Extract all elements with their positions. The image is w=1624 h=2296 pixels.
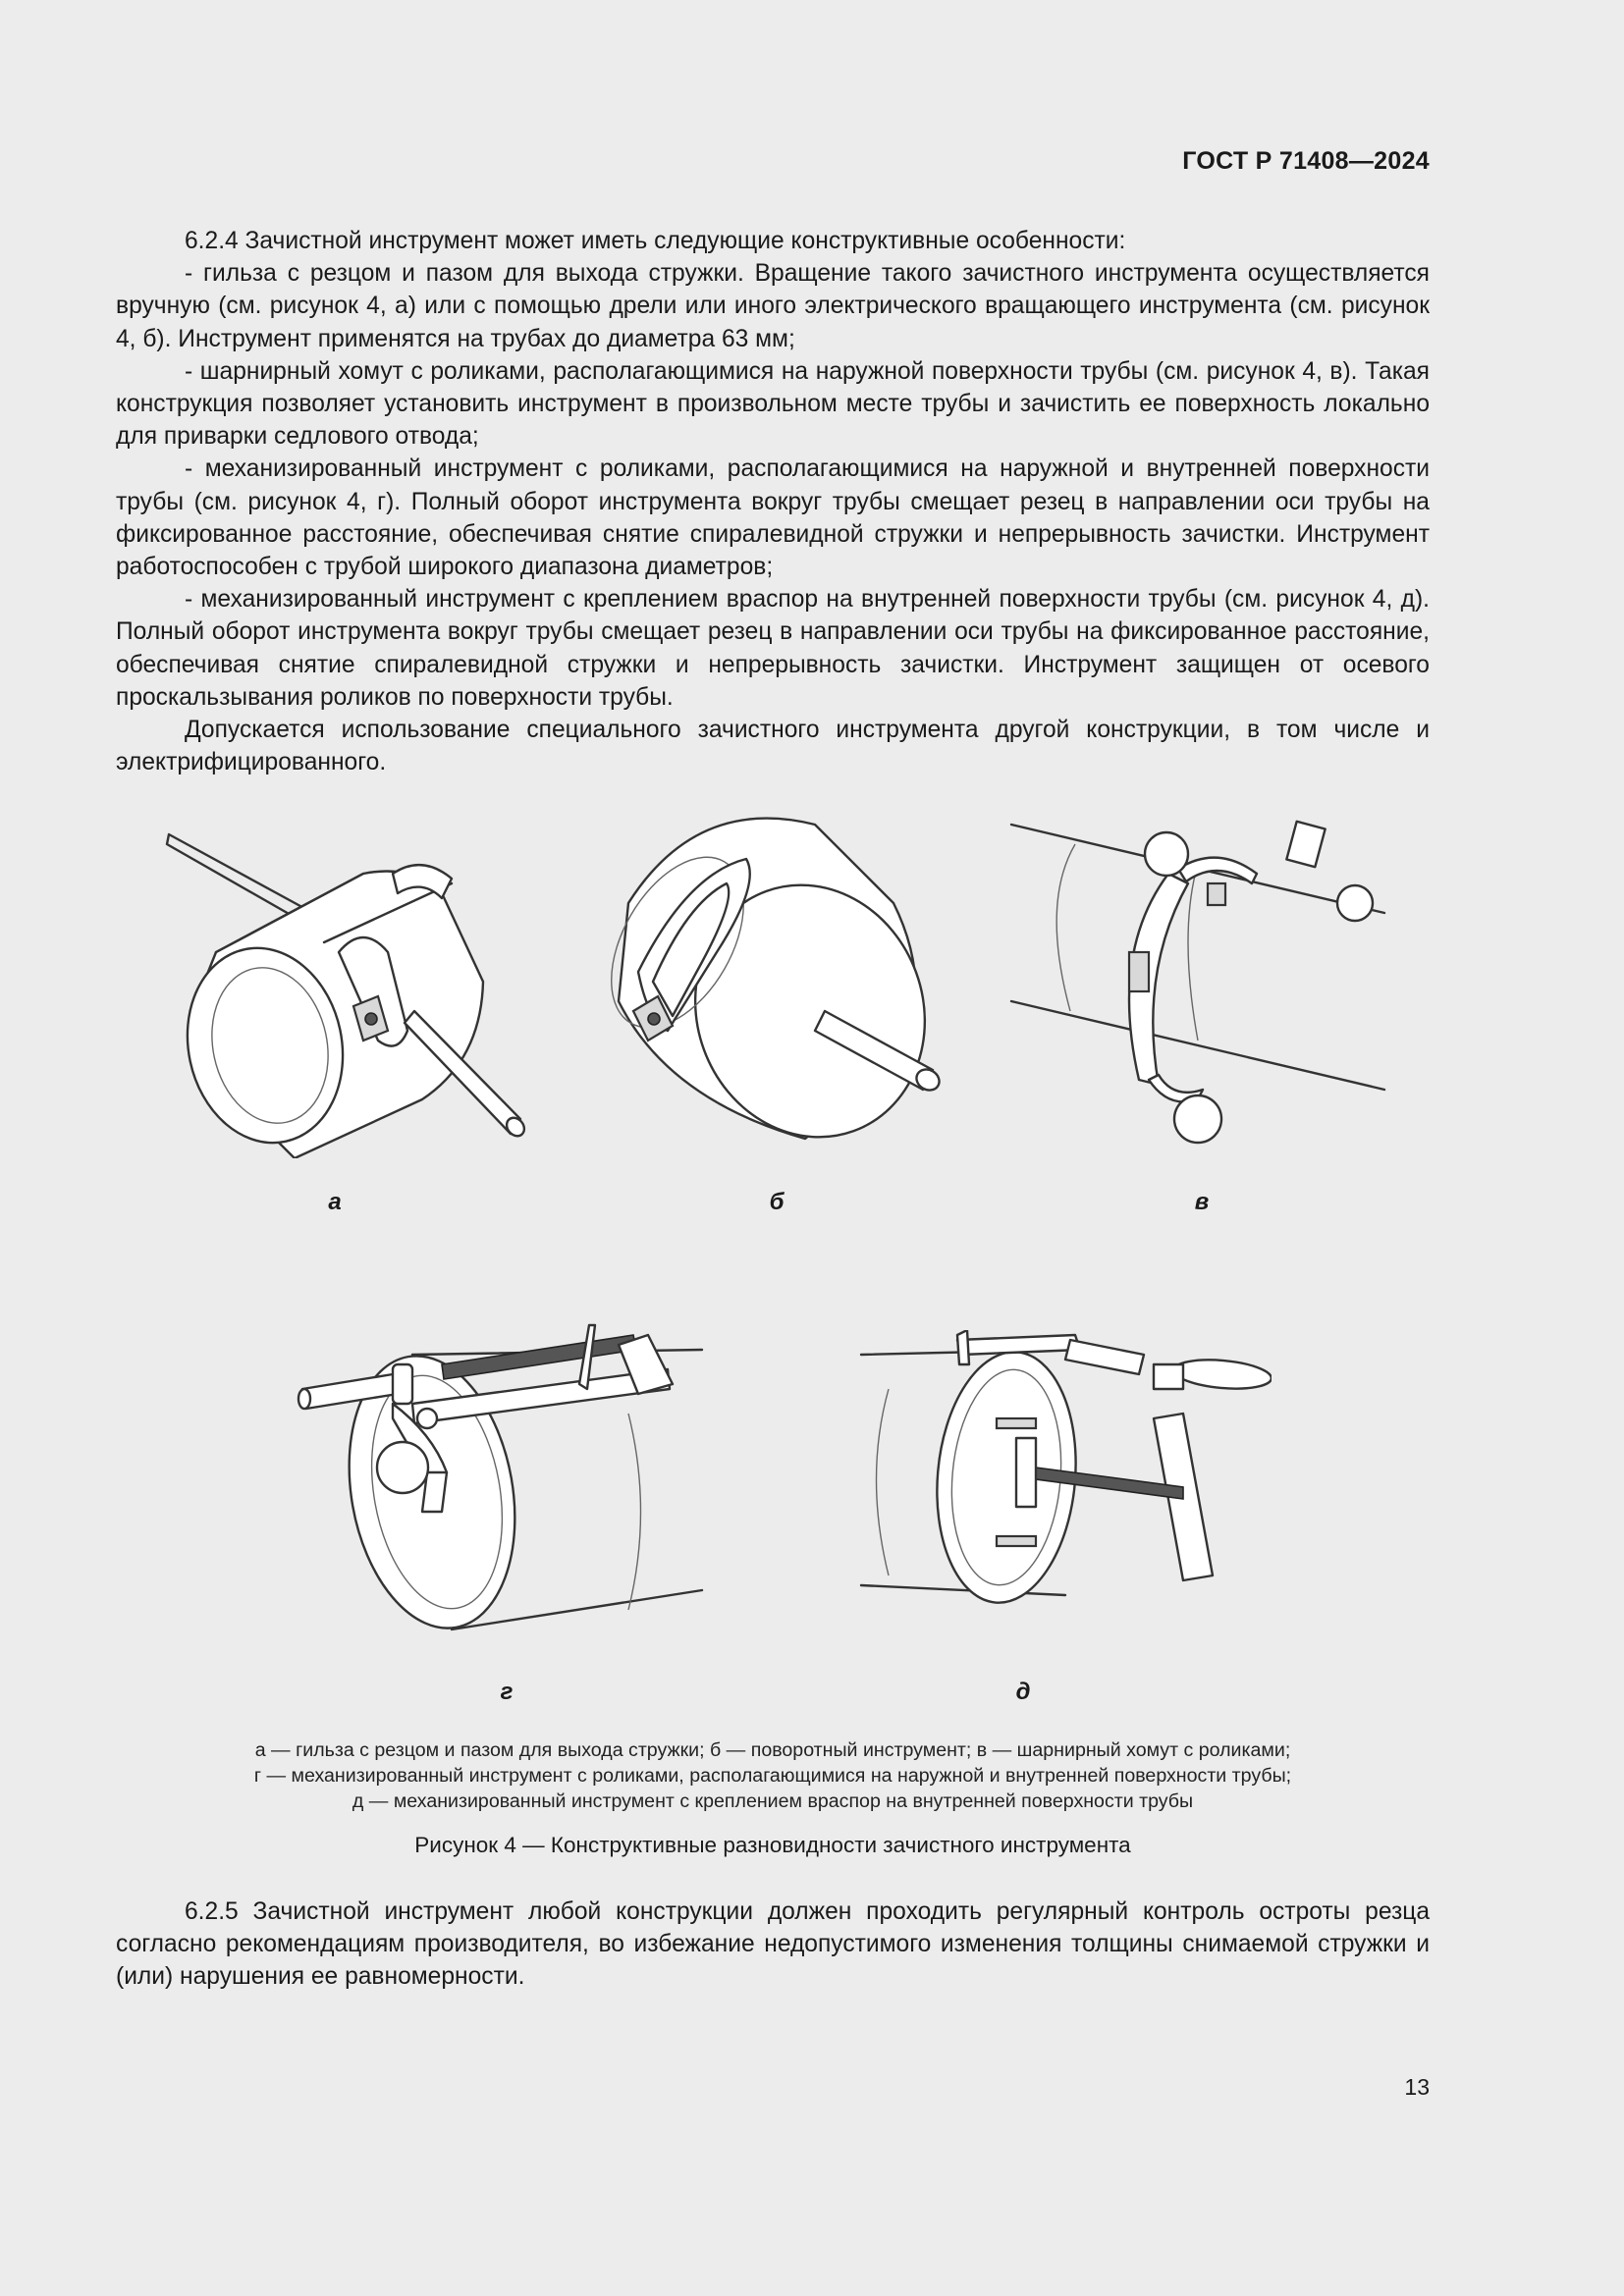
figure-d-inner-brace-tool <box>859 1330 1272 1644</box>
section-6-2-5-text <box>116 1896 1430 1994</box>
figure-g-mechanized-roller-tool <box>295 1296 707 1649</box>
document-id-header: ГОСТ Р 71408—2024 <box>1182 147 1430 175</box>
figure-label-g: г <box>500 1679 514 1705</box>
paragraph: Допускается использование специального зачистного инструмента другой конструкции, в том числе и электрифицированного. <box>116 717 1430 776</box>
figure-label-d: д <box>1015 1679 1031 1705</box>
legend-line: д — механизированный инструмент с креплением враспор на внутренней поверхности трубы <box>352 1790 1194 1812</box>
page-number: 13 <box>1404 2074 1430 2100</box>
paragraph: 6.2.5 Зачистной инструмент любой конструкции должен проходить регулярный контроль остроты резца согласно рекомендациям производителя, во избежание недопустимого изменения толщины снимаемой стружки и (или) нарушения ее равномерности. <box>116 1898 1430 1991</box>
paragraph: - механизированный инструмент с креплением враспор на внутренней поверхности трубы (см. рисунок 4, д). Полный оборот инструмента вокруг трубы смещает резец в направлении оси трубы на фиксированное расстояние, обеспечивая снятие спиралевидной стружки и непрерывность зачистки. Инструмент защищен от осевого проскальзывания роликов по поверхности трубы. <box>116 586 1430 711</box>
figure-b-rotary-tool <box>579 805 952 1158</box>
figure-a-sleeve-tool <box>157 805 550 1158</box>
paragraph: - гильза с резцом и пазом для выхода стружки. Вращение такого зачистного инструмента осуществляется вручную (см. рисунок 4, а) или с помощью дрели или иного электрического вращающего инструмента (см. рисунок 4, б). Инструмент применятся на трубах до диаметра 63 мм; <box>116 260 1430 352</box>
figure-label-b: б <box>769 1189 785 1215</box>
figure-title: Рисунок 4 — Конструктивные разновидности зачистного инструмента <box>414 1833 1131 1857</box>
figure-label-a: а <box>328 1189 342 1215</box>
section-6-2-4-text <box>116 225 1430 778</box>
paragraph: - шарнирный хомут с роликами, располагающимися на наружной поверхности трубы (см. рисунок 4, в). Такая конструкция позволяет установить инструмент в произвольном месте трубы и зачистить ее поверхность локально для приварки седлового отвода; <box>116 357 1430 451</box>
paragraph: - механизированный инструмент с роликами, располагающимися на наружной и внутренней поверхности трубы (см. рисунок 4, г). Полный оборот инструмента вокруг трубы смещает резец в направлении оси трубы на фиксированное расстояние, обеспечивая снятие спиралевидной стружки и непрерывность зачистки. Инструмент работоспособен с трубой широкого диапазона диаметров; <box>116 455 1430 581</box>
figure-v-hinged-clamp <box>1001 805 1394 1158</box>
paragraph: 6.2.4 Зачистной инструмент может иметь следующие конструктивные особенности: <box>185 228 1126 254</box>
figure-label-v: в <box>1194 1189 1210 1215</box>
figure-legend <box>116 1737 1430 1814</box>
legend-line: а — гильза с резцом и пазом для выхода стружки; б — поворотный инструмент; в — шарнирный хомут с роликами; <box>254 1739 1291 1761</box>
legend-line: г — механизированный инструмент с роликами, располагающимися на наружной и внутренней поверхности трубы; <box>253 1765 1292 1787</box>
